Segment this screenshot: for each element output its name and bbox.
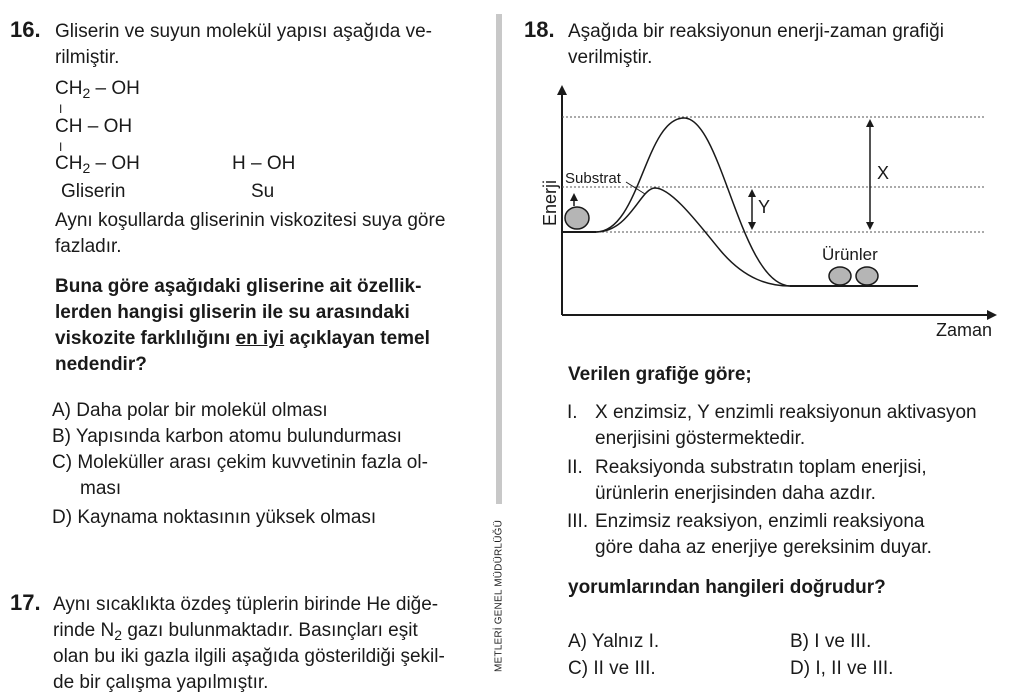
products-label: Ürünler [822,245,878,264]
question-17-line-4: de bir çalışma yapılmıştır. [53,672,269,693]
question-18-option-c[interactable]: C) II ve III. [568,658,656,679]
question-16-option-b[interactable]: B) Yapısında karbon atomu bulundurması [52,426,402,447]
formula-bond-1: I [59,102,63,116]
question-18-given: Verilen grafiğe göre; [568,364,752,385]
question-17-number: 17. [10,590,41,615]
question-16-stem-line-1: Buna göre aşağıdaki gliserine ait özellik- [55,276,422,297]
question-16-stem-line-3: viskozite farklılığını en iyi açıklayan temel [55,328,430,349]
product-particle-1 [829,267,851,285]
question-17-line-3: olan bu iki gazla ilgili aşağıda gösterildiği şekil- [53,646,445,667]
question-16-intro-line-1: Gliserin ve suyun molekül yapısı aşağıda ve- [55,21,433,42]
question-17-line-2: rinde $N_2$ gazı bulunmaktadır. Basınçları eşit [53,620,418,643]
question-16-option-c-continued[interactable]: ması [80,478,122,499]
question-16-option-c[interactable]: C) Moleküller arası çekim kuvvetinin fazla ol- [52,452,428,473]
formula-row-3: $CH_2$ – OH [55,153,140,176]
statement-i-line-1: X enzimsiz, Y enzimli reaksiyonun aktivasyon [595,402,977,423]
question-18-number: 18. [524,17,555,42]
statement-i-number: I. [567,402,578,423]
statement-ii-line-2: ürünlerin enerjisinden daha azdır. [595,483,876,504]
product-particle-2 [856,267,878,285]
question-18-stem: yorumlarından hangileri doğrudur? [568,577,886,598]
question-16-note-line-2: fazladır. [55,236,122,257]
glycerin-label: Gliserin [61,181,126,202]
question-16-number: 16. [10,17,41,42]
column-divider [496,14,502,504]
question-16-stem-line-4: nedendir? [55,354,147,375]
question-16-option-d[interactable]: D) Kaynama noktasının yüksek olması [52,507,377,528]
question-17-line-1: Aynı sıcaklıkta özdeş tüplerin birinde He diğe- [53,594,439,615]
statement-iii-number: III. [567,511,589,532]
statement-i-line-2: enerjisini göstermektedir. [595,428,806,449]
statement-ii-line-1: Reaksiyonda substratın toplam enerjisi, [595,457,927,478]
publisher-side-text: METLERİ GENEL MÜDÜRLÜĞÜ [493,519,505,673]
energy-time-graph [530,76,1010,346]
question-18-intro-line-2: verilmiştir. [568,47,653,68]
x-marker-label: X [877,163,890,183]
question-16-intro-line-2: rilmiştir. [55,47,120,68]
water-formula: H – OH [232,153,296,174]
x-axis-label: Zaman [936,320,993,340]
water-label: Su [251,181,275,202]
substrate-particle [565,207,589,229]
formula-bond-2: I [59,140,63,154]
statement-iii-line-2: göre daha az enerjiye gereksinim duyar. [595,537,932,558]
y-axis-label: Enerji [540,179,560,227]
question-16-option-a[interactable]: A) Daha polar bir molekül olması [52,400,328,421]
question-16-note-line-1: Aynı koşullarda gliserinin viskozitesi suya göre [55,210,446,231]
substrate-label-pointer [626,182,645,194]
statement-iii-line-1: Enzimsiz reaksiyon, enzimli reaksiyona [595,511,925,532]
question-16-stem-line-2: lerden hangisi gliserin ile su arasındaki [55,302,410,323]
question-18-option-d[interactable]: D) I, II ve III. [790,658,894,679]
formula-row-2: CH – OH [55,116,133,137]
substrate-label: Substrat [565,170,621,187]
statement-ii-number: II. [567,457,583,478]
question-18-intro-line-1: Aşağıda bir reaksiyonun enerji-zaman grafiği [568,21,944,42]
question-18-option-b[interactable]: B) I ve III. [790,631,872,652]
formula-row-1: $CH_2$ – OH [55,78,140,101]
y-marker-label: Y [758,197,771,217]
question-18-option-a[interactable]: A) Yalnız I. [568,631,660,652]
